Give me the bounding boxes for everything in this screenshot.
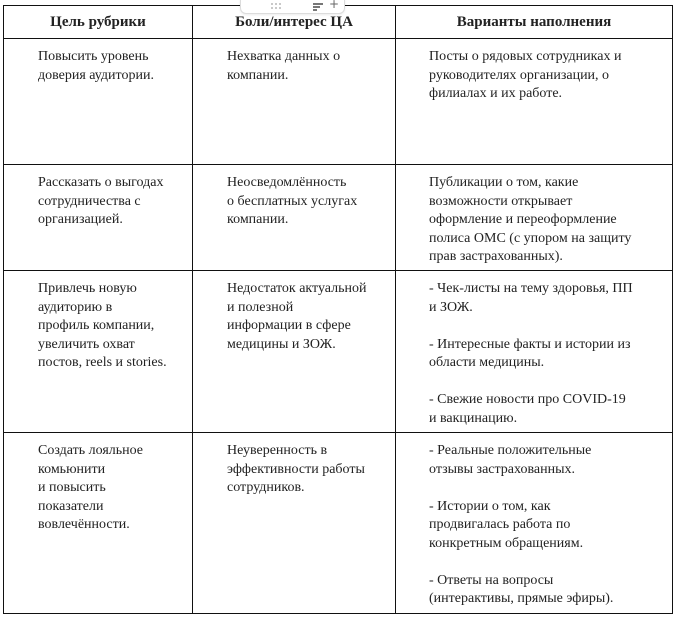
cell-text-line: эффективности работы: [227, 461, 365, 477]
paragraph-gap: [429, 317, 668, 336]
table-floating-toolbar: [240, 0, 345, 14]
cell-text-line: и повысить: [38, 480, 106, 495]
goal-cell[interactable]: [4, 271, 193, 433]
content-cell[interactable]: [396, 39, 673, 165]
paragraph-gap: [429, 479, 668, 498]
cell-text-line: Посты о рядовых сотрудниках и: [429, 49, 622, 64]
cell-text-line: Создать лояльное: [38, 443, 143, 458]
header-pain[interactable]: Боли/интерес ЦА: [193, 6, 396, 39]
cell-text-line: аудиторию в: [38, 299, 113, 315]
cell-text-line: организацией.: [38, 212, 123, 227]
cell-text-line: полиса ОМС (с упором на защиту: [429, 230, 632, 246]
cell-text-line: и ЗОЖ.: [429, 299, 473, 315]
cell-text-line: филиалах и их работе.: [429, 86, 563, 101]
cell-text-line: профиль компании,: [38, 318, 155, 333]
cell-text-line: - Истории о том, как: [429, 498, 551, 514]
cell-text-line: Нехватка данных о: [227, 49, 341, 64]
cell-text-line: комьюнити: [38, 461, 106, 477]
cell-text-line: Привлечь новую: [38, 281, 137, 296]
sort-icon[interactable]: [313, 3, 323, 11]
goal-cell[interactable]: [4, 433, 193, 614]
pain-cell[interactable]: [193, 271, 396, 433]
cell-text-line: Недостаток актуальной: [227, 281, 367, 296]
cell-text-line: и полезной: [227, 299, 294, 315]
cell-text-line: доверия аудитории.: [38, 67, 154, 83]
cell-text-line: продвигалась работа по: [429, 517, 571, 532]
cell-text-line: - Чек-листы на тему здоровья, ПП: [429, 281, 633, 296]
cell-text-line: о бесплатных услугах: [227, 193, 358, 209]
table-row: [4, 433, 673, 614]
content-cell[interactable]: [396, 433, 673, 614]
paragraph-gap: [429, 373, 668, 392]
cell-text-line: сотрудников.: [227, 480, 305, 495]
cell-text-line: увеличить охват: [38, 336, 135, 352]
cell-text-line: Публикации о том, какие: [429, 175, 579, 190]
table-row: [4, 39, 673, 165]
cell-text-line: отзывы застрахованных.: [429, 461, 576, 477]
goal-cell[interactable]: [4, 165, 193, 271]
cell-text-line: Повысить уровень: [38, 49, 149, 64]
cell-text-line: вовлечённости.: [38, 517, 130, 532]
pain-cell[interactable]: [193, 165, 396, 271]
cell-text-line: Рассказать о выгодах: [38, 175, 164, 190]
header-content[interactable]: Варианты наполнения: [396, 6, 673, 39]
drag-handle-icon[interactable]: [271, 3, 283, 11]
cell-text-line: руководителях организации, о: [429, 67, 610, 83]
cell-text-line: конкретным обращениям.: [429, 535, 584, 551]
table-row: [4, 271, 673, 433]
goal-cell[interactable]: [4, 39, 193, 165]
cell-text-line: оформление и переоформление: [429, 212, 617, 227]
cell-text-line: возможности открывает: [429, 193, 573, 209]
cell-text-line: информации в сфере: [227, 318, 351, 333]
table-row: [4, 165, 673, 271]
cell-text-line: Неуверенность в: [227, 443, 328, 458]
cell-text-line: - Интересные факты и истории из: [429, 336, 631, 352]
cell-text-line: сотрудничества с: [38, 193, 141, 209]
cell-text-line: - Свежие новости про COVID-19: [429, 392, 626, 407]
cell-text-line: показатели: [38, 498, 104, 514]
paragraph-gap: [429, 553, 668, 572]
cell-text-line: - Реальные положительные: [429, 443, 592, 458]
cell-text-line: и вакцинацию.: [429, 410, 518, 426]
rubric-table: [3, 5, 673, 614]
cell-text-line: Неосведомлённость: [227, 175, 347, 190]
pain-cell[interactable]: [193, 39, 396, 165]
cell-text-line: - Ответы на вопросы: [429, 572, 554, 588]
cell-text-line: компании.: [227, 67, 289, 83]
cell-text-line: постов, reels и stories.: [38, 355, 167, 370]
cell-text-line: области медицины.: [429, 355, 545, 370]
cell-text-line: прав застрахованных).: [429, 249, 563, 264]
cell-text-line: (интерактивы, прямые эфиры).: [429, 591, 614, 606]
content-cell[interactable]: [396, 165, 673, 271]
cell-text-line: компании.: [227, 212, 289, 227]
plus-icon[interactable]: +: [329, 0, 340, 11]
header-goal[interactable]: Цель рубрики: [4, 6, 193, 39]
cell-text-line: медицины и ЗОЖ.: [227, 336, 336, 352]
pain-cell[interactable]: [193, 433, 396, 614]
content-cell[interactable]: [396, 271, 673, 433]
